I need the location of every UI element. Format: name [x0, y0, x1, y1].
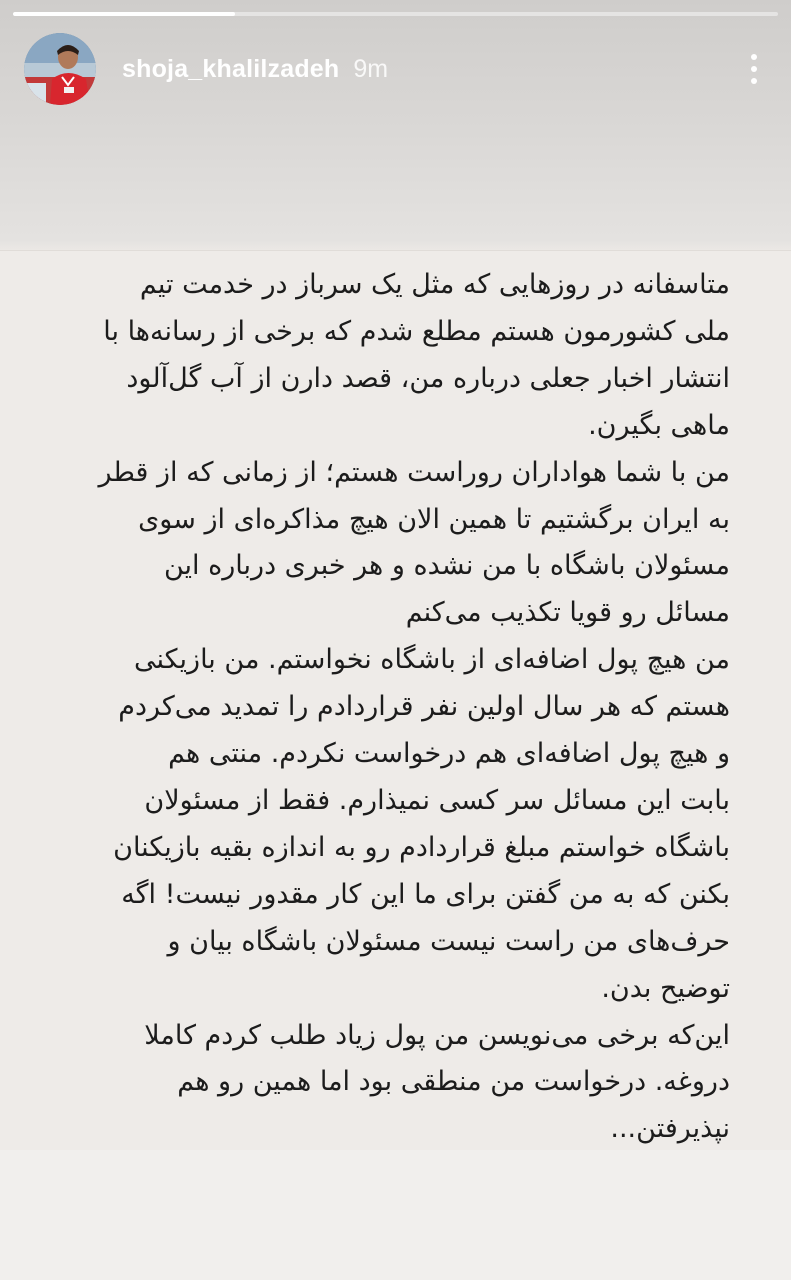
text-line: به ایران برگشتیم تا همین الان هیچ مذاکره‌ای از سوی [138, 503, 730, 535]
text-line: مسائل رو قویا تکذیب می‌کنم [405, 597, 730, 629]
text-line: ماهی بگیرن. [588, 409, 730, 441]
profile-photo-icon [24, 33, 96, 105]
text-line: بکنن که به من گفتن برای ما این کار مقدور نیست! اگه [121, 878, 730, 910]
text-line: هستم که هر سال اولین نفر قراردادم را تمدید می‌کردم [118, 691, 730, 723]
dot [751, 78, 757, 84]
story-progress-bar [13, 12, 778, 16]
text-line: نپذیرفتن... [610, 1113, 730, 1145]
text-line: من با شما هواداران روراست هستم؛ از زمانی که از قطر [98, 456, 730, 488]
story-header [24, 30, 768, 108]
three-dots-vertical-icon[interactable] [740, 47, 768, 91]
text-line: مسئولان باشگاه با من نشده و هر خبری درباره این [163, 550, 730, 582]
timestamp: 9m [353, 54, 389, 83]
text-line: حرف‌های من راست نیست مسئولان باشگاه بیان و [167, 925, 730, 957]
text-line: و هیچ پول اضافه‌ای هم درخواست نکردم. منتی هم [168, 738, 730, 770]
avatar[interactable] [24, 33, 96, 105]
text-line: توضیح بدن. [601, 972, 730, 1004]
text-line: بابت این مسائل سر کسی نمیذارم. فقط از مسئولان [144, 784, 730, 816]
story-reply-area[interactable] [0, 1150, 791, 1280]
text-line: این‌که برخی می‌نویسن من پول زیاد طلب کردم کاملا [144, 1019, 730, 1051]
text-line: انتشار اخبار جعلی درباره من، قصد دارن از آب گل‌آلود [126, 362, 730, 394]
dot [751, 54, 757, 60]
text-line: ملی کشورمون هستم مطلع شدم که برخی از رسانه‌ها با [103, 315, 730, 347]
story-progress-fill [13, 12, 235, 16]
story-text [40, 262, 730, 1153]
text-line: دروغه. درخواست من منطقی بود اما همین رو هم [177, 1066, 730, 1098]
dot [751, 66, 757, 72]
text-line: باشگاه خواستم مبلغ قراردادم رو به اندازه بقیه بازیکنان [113, 831, 730, 863]
text-line: متاسفانه در روزهایی که مثل یک سرباز در خدمت تیم [139, 269, 730, 300]
text-line: من هیچ پول اضافه‌ای از باشگاه نخواستم. من بازیکنی [133, 644, 730, 676]
username[interactable]: shoja_khalilzadeh [122, 54, 340, 83]
